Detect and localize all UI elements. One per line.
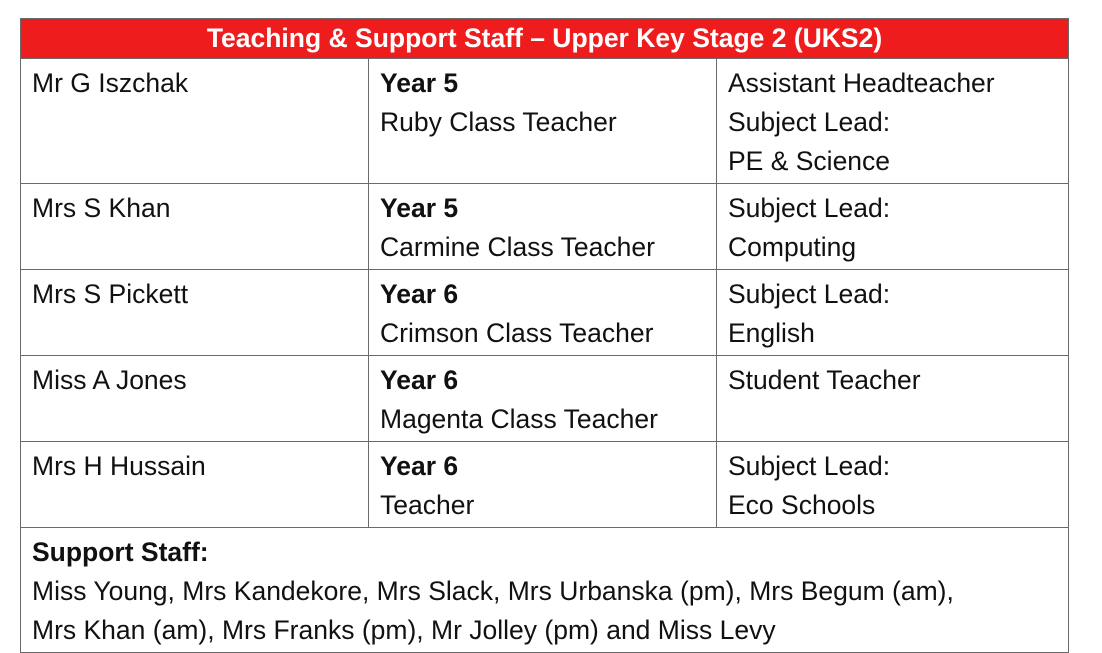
table-row [21,59,1069,184]
staff-responsibility: Subject Lead: [728,193,891,223]
support-staff-row [21,528,1069,653]
staff-name: Mrs S Pickett [32,279,189,309]
staff-year: Year 6 [380,365,459,395]
staff-responsibility: Subject Lead: [728,279,891,309]
support-staff-list: Mrs Khan (am), Mrs Franks (pm), Mr Jolley (pm) and Miss Levy [32,615,776,645]
staff-role: Carmine Class Teacher [380,232,655,262]
staff-name: Mrs S Khan [32,193,171,223]
staff-responsibility: English [728,318,815,348]
staff-responsibility: PE & Science [728,146,891,176]
table-row [21,356,1069,442]
staff-role-cell [369,356,717,442]
staff-role-cell [369,59,717,184]
staff-name: Mrs H Hussain [32,451,206,481]
table-row [21,270,1069,356]
staff-name-cell [21,442,369,528]
staff-responsibility-cell [717,59,1069,184]
staff-responsibility: Assistant Headteacher [728,68,995,98]
staff-responsibility: Student Teacher [728,365,921,395]
staff-role: Crimson Class Teacher [380,318,654,348]
staff-year: Year 6 [380,451,459,481]
staff-responsibility: Eco Schools [728,490,876,520]
staff-responsibility-cell [717,270,1069,356]
staff-responsibility-cell [717,184,1069,270]
staff-role: Magenta Class Teacher [380,404,658,434]
staff-name-cell [21,184,369,270]
staff-role: Teacher [380,490,475,520]
staff-table [20,18,1069,653]
page-title: Teaching & Support Staff – Upper Key Stage 2 (UKS2) [21,19,1069,59]
staff-name-cell [21,270,369,356]
staff-responsibility: Computing [728,232,857,262]
staff-responsibility-cell [717,356,1069,442]
table-row [21,184,1069,270]
staff-name-cell [21,59,369,184]
support-staff-heading: Support Staff: [32,537,209,567]
staff-name: Mr G Iszchak [32,68,189,98]
support-staff-list: Miss Young, Mrs Kandekore, Mrs Slack, Mrs Urbanska (pm), Mrs Begum (am), [32,576,954,606]
staff-year: Year 6 [380,279,459,309]
title-row [21,19,1069,59]
staff-year: Year 5 [380,193,459,223]
staff-role-cell [369,184,717,270]
staff-role: Ruby Class Teacher [380,107,617,137]
staff-responsibility: Subject Lead: [728,451,891,481]
staff-year: Year 5 [380,68,459,98]
staff-responsibility: Subject Lead: [728,107,891,137]
staff-responsibility-cell [717,442,1069,528]
staff-name-cell [21,356,369,442]
table-row [21,442,1069,528]
staff-name: Miss A Jones [32,365,187,395]
support-staff-cell [21,528,1069,653]
staff-role-cell [369,270,717,356]
staff-role-cell [369,442,717,528]
